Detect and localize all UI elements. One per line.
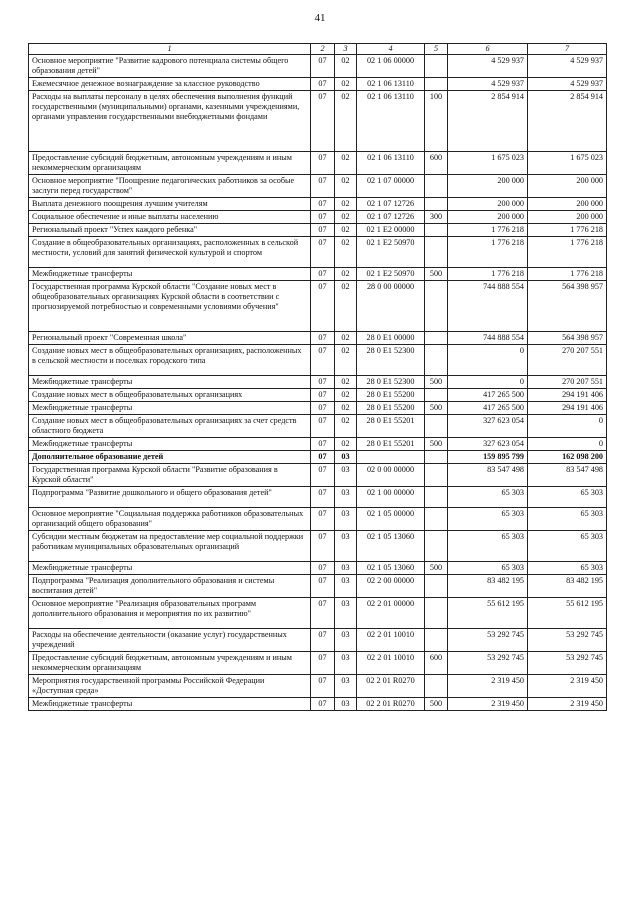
row-subsection-cell: 02 xyxy=(335,389,357,402)
budget-table xyxy=(28,43,607,711)
row-amount-year2-cell: 2 319 450 xyxy=(528,698,607,711)
row-expense-type-cell xyxy=(425,464,448,487)
row-amount-year1-cell: 200 000 xyxy=(448,211,528,224)
row-section-cell: 07 xyxy=(311,575,335,598)
row-subsection-cell: 03 xyxy=(335,675,357,698)
row-section-cell: 07 xyxy=(311,78,335,91)
row-name-cell: Межбюджетные трансферты xyxy=(29,698,311,711)
col-header-subsection: 3 xyxy=(335,44,357,55)
row-target-article-cell: 28 0 Е1 55201 xyxy=(357,438,425,451)
row-section-cell: 07 xyxy=(311,598,335,629)
row-expense-type-cell xyxy=(425,487,448,508)
table-row xyxy=(29,281,607,332)
row-amount-year1-cell: 1 776 218 xyxy=(448,237,528,268)
row-target-article-cell: 02 2 01 00000 xyxy=(357,598,425,629)
row-section-cell: 07 xyxy=(311,508,335,531)
row-name-cell: Создание новых мест в общеобразовательных организациях, расположенных в сельской местности и поселках городского типа xyxy=(29,345,311,376)
col-header-expense-type: 5 xyxy=(425,44,448,55)
row-section-cell: 07 xyxy=(311,451,335,464)
row-target-article-cell: 28 0 Е1 55201 xyxy=(357,415,425,438)
row-name-cell: Создание в общеобразовательных организациях, расположенных в сельской местности, условий для занятий физической культурой и спортом xyxy=(29,237,311,268)
row-name-cell: Межбюджетные трансферты xyxy=(29,438,311,451)
row-name-cell: Субсидии местным бюджетам на предоставление мер социальной поддержки работникам муниципальных образовательных организаций xyxy=(29,531,311,562)
row-subsection-cell: 02 xyxy=(335,91,357,152)
row-amount-year2-cell: 1 776 218 xyxy=(528,237,607,268)
row-section-cell: 07 xyxy=(311,464,335,487)
row-subsection-cell: 02 xyxy=(335,152,357,175)
row-name-cell: Основное мероприятие "Развитие кадрового потенциала системы общего образования детей" xyxy=(29,55,311,78)
row-expense-type-cell xyxy=(425,345,448,376)
row-amount-year2-cell: 270 207 551 xyxy=(528,345,607,376)
row-subsection-cell: 03 xyxy=(335,575,357,598)
row-amount-year2-cell: 65 303 xyxy=(528,487,607,508)
row-amount-year1-cell: 53 292 745 xyxy=(448,652,528,675)
row-subsection-cell: 02 xyxy=(335,55,357,78)
row-target-article-cell: 02 1 05 00000 xyxy=(357,508,425,531)
table-row xyxy=(29,675,607,698)
row-expense-type-cell xyxy=(425,332,448,345)
row-name-cell: Региональный проект "Современная школа" xyxy=(29,332,311,345)
row-target-article-cell: 28 0 Е1 52300 xyxy=(357,345,425,376)
row-amount-year1-cell: 0 xyxy=(448,345,528,376)
row-amount-year1-cell: 65 303 xyxy=(448,531,528,562)
row-section-cell: 07 xyxy=(311,698,335,711)
row-name-cell: Государственная программа Курской области "Развитие образования в Курской области" xyxy=(29,464,311,487)
row-amount-year2-cell: 200 000 xyxy=(528,211,607,224)
row-amount-year2-cell: 1 776 218 xyxy=(528,224,607,237)
row-target-article-cell: 28 0 Е1 52300 xyxy=(357,376,425,389)
row-section-cell: 07 xyxy=(311,224,335,237)
row-target-article-cell: 02 1 Е2 50970 xyxy=(357,237,425,268)
row-subsection-cell: 02 xyxy=(335,345,357,376)
row-section-cell: 07 xyxy=(311,438,335,451)
row-expense-type-cell: 500 xyxy=(425,438,448,451)
row-target-article-cell: 02 1 00 00000 xyxy=(357,487,425,508)
row-target-article-cell: 28 0 Е1 55200 xyxy=(357,389,425,402)
row-subsection-cell: 02 xyxy=(335,376,357,389)
row-section-cell: 07 xyxy=(311,198,335,211)
row-subsection-cell: 03 xyxy=(335,464,357,487)
row-expense-type-cell xyxy=(425,675,448,698)
row-amount-year1-cell: 4 529 937 xyxy=(448,55,528,78)
row-amount-year2-cell: 4 529 937 xyxy=(528,55,607,78)
row-amount-year1-cell: 1 776 218 xyxy=(448,268,528,281)
row-section-cell: 07 xyxy=(311,211,335,224)
row-amount-year2-cell: 2 319 450 xyxy=(528,675,607,698)
row-expense-type-cell xyxy=(425,389,448,402)
row-amount-year1-cell: 55 612 195 xyxy=(448,598,528,629)
row-subsection-cell: 02 xyxy=(335,281,357,332)
row-amount-year2-cell: 65 303 xyxy=(528,562,607,575)
row-amount-year1-cell: 1 675 023 xyxy=(448,152,528,175)
col-header-name: 1 xyxy=(29,44,311,55)
row-amount-year2-cell: 0 xyxy=(528,415,607,438)
row-amount-year1-cell: 65 303 xyxy=(448,487,528,508)
col-header-amount-year2: 7 xyxy=(528,44,607,55)
row-subsection-cell: 03 xyxy=(335,451,357,464)
table-row xyxy=(29,389,607,402)
row-amount-year1-cell: 65 303 xyxy=(448,508,528,531)
table-row xyxy=(29,464,607,487)
table-row xyxy=(29,91,607,152)
row-target-article-cell: 02 1 06 13110 xyxy=(357,91,425,152)
row-amount-year1-cell: 83 547 498 xyxy=(448,464,528,487)
table-row xyxy=(29,451,607,464)
row-expense-type-cell: 500 xyxy=(425,376,448,389)
row-subsection-cell: 02 xyxy=(335,175,357,198)
row-amount-year2-cell: 2 854 914 xyxy=(528,91,607,152)
table-row xyxy=(29,698,607,711)
table-row xyxy=(29,415,607,438)
row-section-cell: 07 xyxy=(311,629,335,652)
row-subsection-cell: 03 xyxy=(335,487,357,508)
row-target-article-cell xyxy=(357,451,425,464)
row-amount-year2-cell: 55 612 195 xyxy=(528,598,607,629)
row-amount-year1-cell: 744 888 554 xyxy=(448,281,528,332)
row-target-article-cell: 02 2 00 00000 xyxy=(357,575,425,598)
row-target-article-cell: 02 1 Е2 50970 xyxy=(357,268,425,281)
row-section-cell: 07 xyxy=(311,376,335,389)
row-amount-year2-cell: 162 098 200 xyxy=(528,451,607,464)
row-subsection-cell: 02 xyxy=(335,415,357,438)
row-section-cell: 07 xyxy=(311,402,335,415)
table-row xyxy=(29,78,607,91)
row-amount-year1-cell: 0 xyxy=(448,376,528,389)
row-name-cell: Государственная программа Курской области "Создание новых мест в общеобразовательных организациях Курской области в соответствии с прогнозируемой потребностью и современными условиями обучения" xyxy=(29,281,311,332)
row-amount-year1-cell: 2 319 450 xyxy=(448,675,528,698)
row-amount-year2-cell: 83 547 498 xyxy=(528,464,607,487)
row-amount-year1-cell: 327 623 054 xyxy=(448,438,528,451)
row-expense-type-cell xyxy=(425,78,448,91)
row-target-article-cell: 02 1 05 13060 xyxy=(357,531,425,562)
row-subsection-cell: 02 xyxy=(335,224,357,237)
table-row xyxy=(29,531,607,562)
row-section-cell: 07 xyxy=(311,562,335,575)
row-expense-type-cell xyxy=(425,451,448,464)
row-amount-year2-cell: 294 191 406 xyxy=(528,402,607,415)
row-subsection-cell: 03 xyxy=(335,629,357,652)
row-amount-year2-cell: 200 000 xyxy=(528,198,607,211)
row-expense-type-cell xyxy=(425,575,448,598)
table-row xyxy=(29,224,607,237)
row-name-cell: Создание новых мест в общеобразовательных организациях xyxy=(29,389,311,402)
row-subsection-cell: 03 xyxy=(335,508,357,531)
row-target-article-cell: 28 0 Е1 55200 xyxy=(357,402,425,415)
row-subsection-cell: 02 xyxy=(335,332,357,345)
table-row xyxy=(29,402,607,415)
row-amount-year1-cell: 417 265 500 xyxy=(448,389,528,402)
row-expense-type-cell xyxy=(425,508,448,531)
col-header-amount-year1: 6 xyxy=(448,44,528,55)
row-subsection-cell: 03 xyxy=(335,698,357,711)
row-section-cell: 07 xyxy=(311,531,335,562)
row-subsection-cell: 02 xyxy=(335,438,357,451)
row-subsection-cell: 03 xyxy=(335,598,357,629)
row-name-cell: Расходы на выплаты персоналу в целях обеспечения выполнения функций государственными (муниципальными) органами, казенными учреждениями, органами управления государственными внебюджетными фондами xyxy=(29,91,311,152)
row-subsection-cell: 02 xyxy=(335,237,357,268)
row-section-cell: 07 xyxy=(311,175,335,198)
row-name-cell: Социальное обеспечение и иные выплаты населению xyxy=(29,211,311,224)
table-row xyxy=(29,345,607,376)
row-name-cell: Региональный проект "Успех каждого ребенка" xyxy=(29,224,311,237)
row-expense-type-cell: 500 xyxy=(425,402,448,415)
row-target-article-cell: 02 1 06 13110 xyxy=(357,152,425,175)
row-section-cell: 07 xyxy=(311,389,335,402)
table-row xyxy=(29,652,607,675)
row-expense-type-cell: 500 xyxy=(425,698,448,711)
row-target-article-cell: 02 1 Е2 00000 xyxy=(357,224,425,237)
table-row xyxy=(29,376,607,389)
row-expense-type-cell xyxy=(425,415,448,438)
row-expense-type-cell xyxy=(425,531,448,562)
row-target-article-cell: 02 2 01 10010 xyxy=(357,652,425,675)
row-section-cell: 07 xyxy=(311,281,335,332)
row-name-cell: Основное мероприятие "Социальная поддержка работников образовательных организаций общего образования" xyxy=(29,508,311,531)
table-row xyxy=(29,438,607,451)
col-header-section: 2 xyxy=(311,44,335,55)
row-expense-type-cell: 600 xyxy=(425,152,448,175)
row-target-article-cell: 02 1 06 00000 xyxy=(357,55,425,78)
table-row xyxy=(29,268,607,281)
row-amount-year1-cell: 200 000 xyxy=(448,198,528,211)
row-section-cell: 07 xyxy=(311,652,335,675)
row-section-cell: 07 xyxy=(311,345,335,376)
row-target-article-cell: 28 0 00 00000 xyxy=(357,281,425,332)
row-target-article-cell: 02 2 01 10010 xyxy=(357,629,425,652)
row-section-cell: 07 xyxy=(311,237,335,268)
table-row xyxy=(29,487,607,508)
row-expense-type-cell xyxy=(425,281,448,332)
row-name-cell: Межбюджетные трансферты xyxy=(29,402,311,415)
row-amount-year2-cell: 200 000 xyxy=(528,175,607,198)
row-name-cell: Предоставление субсидий бюджетным, автономным учреждениям и иным некоммерческим организациям xyxy=(29,652,311,675)
row-subsection-cell: 02 xyxy=(335,211,357,224)
table-row xyxy=(29,211,607,224)
row-subsection-cell: 03 xyxy=(335,652,357,675)
row-name-cell: Создание новых мест в общеобразовательных организациях за счет средств областного бюджета xyxy=(29,415,311,438)
row-target-article-cell: 02 1 07 12726 xyxy=(357,211,425,224)
table-row xyxy=(29,508,607,531)
row-amount-year2-cell: 270 207 551 xyxy=(528,376,607,389)
row-target-article-cell: 02 2 01 R0270 xyxy=(357,675,425,698)
row-amount-year2-cell: 53 292 745 xyxy=(528,629,607,652)
row-amount-year2-cell: 1 776 218 xyxy=(528,268,607,281)
row-expense-type-cell xyxy=(425,175,448,198)
row-amount-year1-cell: 4 529 937 xyxy=(448,78,528,91)
row-amount-year2-cell: 294 191 406 xyxy=(528,389,607,402)
row-amount-year1-cell: 83 482 195 xyxy=(448,575,528,598)
row-name-cell: Основное мероприятие "Поощрение педагогических работников за особые заслуги перед государством" xyxy=(29,175,311,198)
row-name-cell: Подпрограмма "Развитие дошкольного и общего образования детей" xyxy=(29,487,311,508)
row-amount-year1-cell: 417 265 500 xyxy=(448,402,528,415)
row-expense-type-cell xyxy=(425,55,448,78)
row-name-cell: Предоставление субсидий бюджетным, автономным учреждениям и иным некоммерческим организациям xyxy=(29,152,311,175)
row-name-cell: Подпрограмма "Реализация дополнительного образования и системы воспитания детей" xyxy=(29,575,311,598)
row-section-cell: 07 xyxy=(311,675,335,698)
row-expense-type-cell xyxy=(425,598,448,629)
row-amount-year2-cell: 564 398 957 xyxy=(528,281,607,332)
row-target-article-cell: 02 1 07 00000 xyxy=(357,175,425,198)
row-amount-year1-cell: 2 854 914 xyxy=(448,91,528,152)
table-row xyxy=(29,55,607,78)
row-amount-year2-cell: 1 675 023 xyxy=(528,152,607,175)
row-target-article-cell: 02 0 00 00000 xyxy=(357,464,425,487)
table-row xyxy=(29,629,607,652)
table-row xyxy=(29,237,607,268)
row-name-cell: Межбюджетные трансферты xyxy=(29,562,311,575)
row-amount-year1-cell: 65 303 xyxy=(448,562,528,575)
row-expense-type-cell: 500 xyxy=(425,268,448,281)
row-expense-type-cell xyxy=(425,224,448,237)
row-name-cell: Межбюджетные трансферты xyxy=(29,376,311,389)
row-amount-year2-cell: 65 303 xyxy=(528,508,607,531)
row-name-cell: Мероприятия государственной программы Российской Федерации «Доступная среда» xyxy=(29,675,311,698)
row-subsection-cell: 03 xyxy=(335,562,357,575)
row-amount-year2-cell: 4 529 937 xyxy=(528,78,607,91)
row-expense-type-cell xyxy=(425,198,448,211)
row-section-cell: 07 xyxy=(311,487,335,508)
row-expense-type-cell: 500 xyxy=(425,562,448,575)
page-number: 41 xyxy=(314,12,326,24)
row-section-cell: 07 xyxy=(311,332,335,345)
row-amount-year1-cell: 744 888 554 xyxy=(448,332,528,345)
row-name-cell: Ежемесячное денежное вознаграждение за классное руководство xyxy=(29,78,311,91)
row-section-cell: 07 xyxy=(311,55,335,78)
table-row xyxy=(29,198,607,211)
table-row xyxy=(29,598,607,629)
row-amount-year2-cell: 53 292 745 xyxy=(528,652,607,675)
row-name-cell: Расходы на обеспечение деятельности (оказание услуг) государственных учреждений xyxy=(29,629,311,652)
row-name-cell: Дополнительное образование детей xyxy=(29,451,311,464)
row-target-article-cell: 02 1 06 13110 xyxy=(357,78,425,91)
row-subsection-cell: 02 xyxy=(335,78,357,91)
row-amount-year2-cell: 65 303 xyxy=(528,531,607,562)
row-section-cell: 07 xyxy=(311,415,335,438)
row-amount-year2-cell: 0 xyxy=(528,438,607,451)
row-target-article-cell: 02 1 07 12726 xyxy=(357,198,425,211)
row-expense-type-cell: 100 xyxy=(425,91,448,152)
row-expense-type-cell: 600 xyxy=(425,652,448,675)
row-target-article-cell: 28 0 Е1 00000 xyxy=(357,332,425,345)
row-amount-year2-cell: 83 482 195 xyxy=(528,575,607,598)
row-name-cell: Основное мероприятие "Реализация образовательных программ дополнительного образования и мероприятия по их развитию" xyxy=(29,598,311,629)
row-amount-year1-cell: 1 776 218 xyxy=(448,224,528,237)
row-amount-year2-cell: 564 398 957 xyxy=(528,332,607,345)
row-expense-type-cell xyxy=(425,237,448,268)
row-amount-year1-cell: 2 319 450 xyxy=(448,698,528,711)
table-row xyxy=(29,152,607,175)
row-expense-type-cell: 300 xyxy=(425,211,448,224)
row-subsection-cell: 02 xyxy=(335,402,357,415)
row-target-article-cell: 02 1 05 13060 xyxy=(357,562,425,575)
row-amount-year1-cell: 200 000 xyxy=(448,175,528,198)
row-amount-year1-cell: 53 292 745 xyxy=(448,629,528,652)
row-target-article-cell: 02 2 01 R0270 xyxy=(357,698,425,711)
row-subsection-cell: 03 xyxy=(335,531,357,562)
row-name-cell: Выплата денежного поощрения лучшим учителям xyxy=(29,198,311,211)
row-amount-year1-cell: 327 623 054 xyxy=(448,415,528,438)
row-amount-year1-cell: 159 895 799 xyxy=(448,451,528,464)
header-row xyxy=(29,44,607,55)
row-section-cell: 07 xyxy=(311,91,335,152)
table-row xyxy=(29,562,607,575)
table-row xyxy=(29,332,607,345)
col-header-target-article: 4 xyxy=(357,44,425,55)
row-section-cell: 07 xyxy=(311,268,335,281)
row-subsection-cell: 02 xyxy=(335,268,357,281)
row-expense-type-cell xyxy=(425,629,448,652)
row-name-cell: Межбюджетные трансферты xyxy=(29,268,311,281)
row-section-cell: 07 xyxy=(311,152,335,175)
table-row xyxy=(29,175,607,198)
table-row xyxy=(29,575,607,598)
row-subsection-cell: 02 xyxy=(335,198,357,211)
